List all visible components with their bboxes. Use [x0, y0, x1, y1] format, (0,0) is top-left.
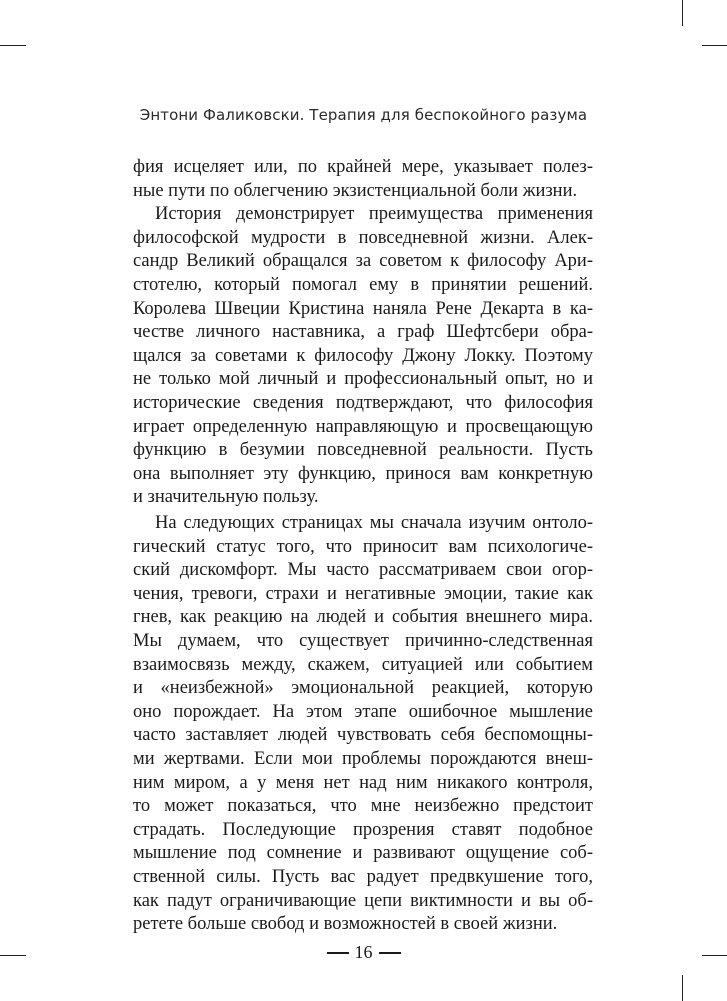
text-line: играет определенную направляющую и просвещающую: [133, 416, 593, 437]
text-line: чения, тревоги, страхи и негативные эмоции, такие как: [133, 583, 593, 604]
crop-mark: [682, 975, 683, 1001]
text-line: ретете больше свобод и возможностей в своей жизни.: [133, 914, 558, 935]
text-line: ные пути по облегчению экзистенциальной боли жизни.: [133, 180, 578, 201]
running-header: Энтони Фаликовски. Терапия для беспокойного разума: [139, 106, 588, 124]
text-line: функцию в безумии повседневной реальности. Пусть: [133, 440, 593, 461]
text-line: не только мой личный и профессиональный опыт, но и: [133, 369, 593, 390]
text-line: страдать. Последующие прозрения ставят подобное: [133, 819, 593, 840]
text-line: На следующих страницах мы сначала изучим онтоло-: [155, 513, 593, 533]
text-line: исторические сведения подтверждают, что философия: [133, 393, 593, 413]
text-line: взаимосвязь между, скажем, ситуацией или событием: [133, 654, 593, 675]
text-line: гнев, как реакцию на людей и события внешнего мира.: [133, 607, 593, 628]
page-footer: [0, 942, 727, 963]
crop-mark: [682, 0, 683, 26]
text-line: и значительную пользу.: [133, 487, 319, 508]
text-line: ми жертвами. Если мои проблемы порождаются внеш-: [133, 749, 593, 769]
text-line: Мы думаем, что существует причинно-следственная: [133, 631, 593, 651]
text-line: как падут ограничивающие цепи виктимности и вы об-: [133, 890, 593, 911]
text-line: сандр Великий обращался за советом к философу Ари-: [133, 251, 593, 272]
text-line: часто заставляет людей чувствовать себя беспомощны-: [133, 725, 593, 746]
text-line: стотелю, который помогал ему в принятии решений.: [133, 275, 593, 295]
text-line: ский дискомфорт. Мы часто рассматриваем свои огор-: [133, 560, 593, 581]
page-number: 16: [354, 941, 373, 962]
text-line: История демонстрирует преимущества применения: [155, 204, 593, 225]
text-line: Королева Швеции Кристина наняла Рене Декарта в ка-: [133, 298, 593, 319]
text-line: ним миром, а у меня нет над ним никакого контроля,: [133, 772, 593, 793]
text-line: мышление под сомнение и развивают ощущение соб-: [133, 843, 593, 864]
text-line: ственной силы. Пусть вас радует предвкушение того,: [133, 867, 593, 887]
text-line: фия исцеляет или, по крайней мере, указывает полез-: [133, 157, 593, 177]
text-line: честве личного наставника, а граф Шефтсбери обра-: [133, 322, 593, 343]
crop-mark: [702, 45, 727, 46]
text-line: и «неизбежной» эмоциональной реакцией, которую: [133, 678, 593, 699]
text-line: гический статус того, что приносит вам психологиче-: [133, 536, 593, 557]
text-line: щался за советами к философу Джону Локку. Поэтому: [133, 345, 593, 366]
text-line: то может показаться, что мне неизбежно предстоит: [133, 796, 593, 817]
text-line: она выполняет эту функцию, принося вам конкретную: [133, 463, 593, 484]
text-line: оно порождает. На этом этапе ошибочное мышление: [133, 701, 593, 722]
footer-dash-left: [327, 952, 349, 954]
footer-dash-right: [379, 952, 401, 954]
crop-mark: [0, 45, 26, 46]
text-line: философской мудрости в повседневной жизни. Алек-: [133, 227, 593, 248]
